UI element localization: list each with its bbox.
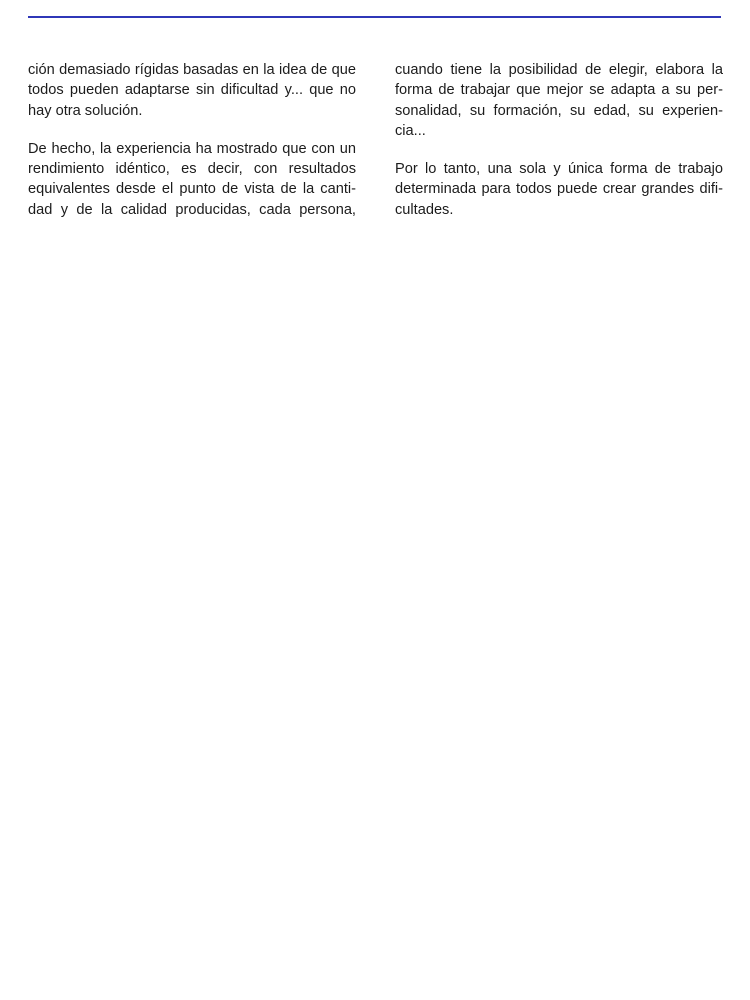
paragraph-2 [28, 139, 356, 220]
text-line: cuando tiene la posibilidad de elegir, elabora la [395, 62, 723, 78]
text-line: sonalidad, su formación, su edad, su experien- [395, 102, 723, 119]
text-line: determinada para todos puede crear grandes difi- [395, 181, 723, 198]
text-line: hay otra solución. [28, 102, 143, 119]
text-column-left [28, 60, 356, 238]
text-line: cia... [395, 122, 426, 139]
text-line: equivalentes desde el punto de vista de la canti- [28, 181, 356, 198]
text-column-right [395, 60, 723, 238]
text-line: dad y de la calidad producidas, cada persona, [28, 201, 356, 218]
text-line: De hecho, la experiencia ha mostrado que con un [28, 140, 356, 157]
text-line: ción demasiado rígidas basadas en la idea de que [28, 62, 356, 78]
text-line: cultades. [395, 201, 454, 218]
text-line: rendimiento idéntico, es decir, con resultados [28, 161, 356, 178]
paragraph-1 [28, 60, 356, 121]
text-line: forma de trabajar que mejor se adapta a su per- [395, 82, 723, 99]
top-rule [28, 16, 721, 18]
text-line: Por lo tanto, una sola y única forma de trabajo [395, 161, 723, 178]
paragraph-4 [395, 159, 723, 220]
text-line: todos pueden adaptarse sin dificultad y... que no [28, 82, 356, 99]
paragraph-3 [395, 60, 723, 141]
